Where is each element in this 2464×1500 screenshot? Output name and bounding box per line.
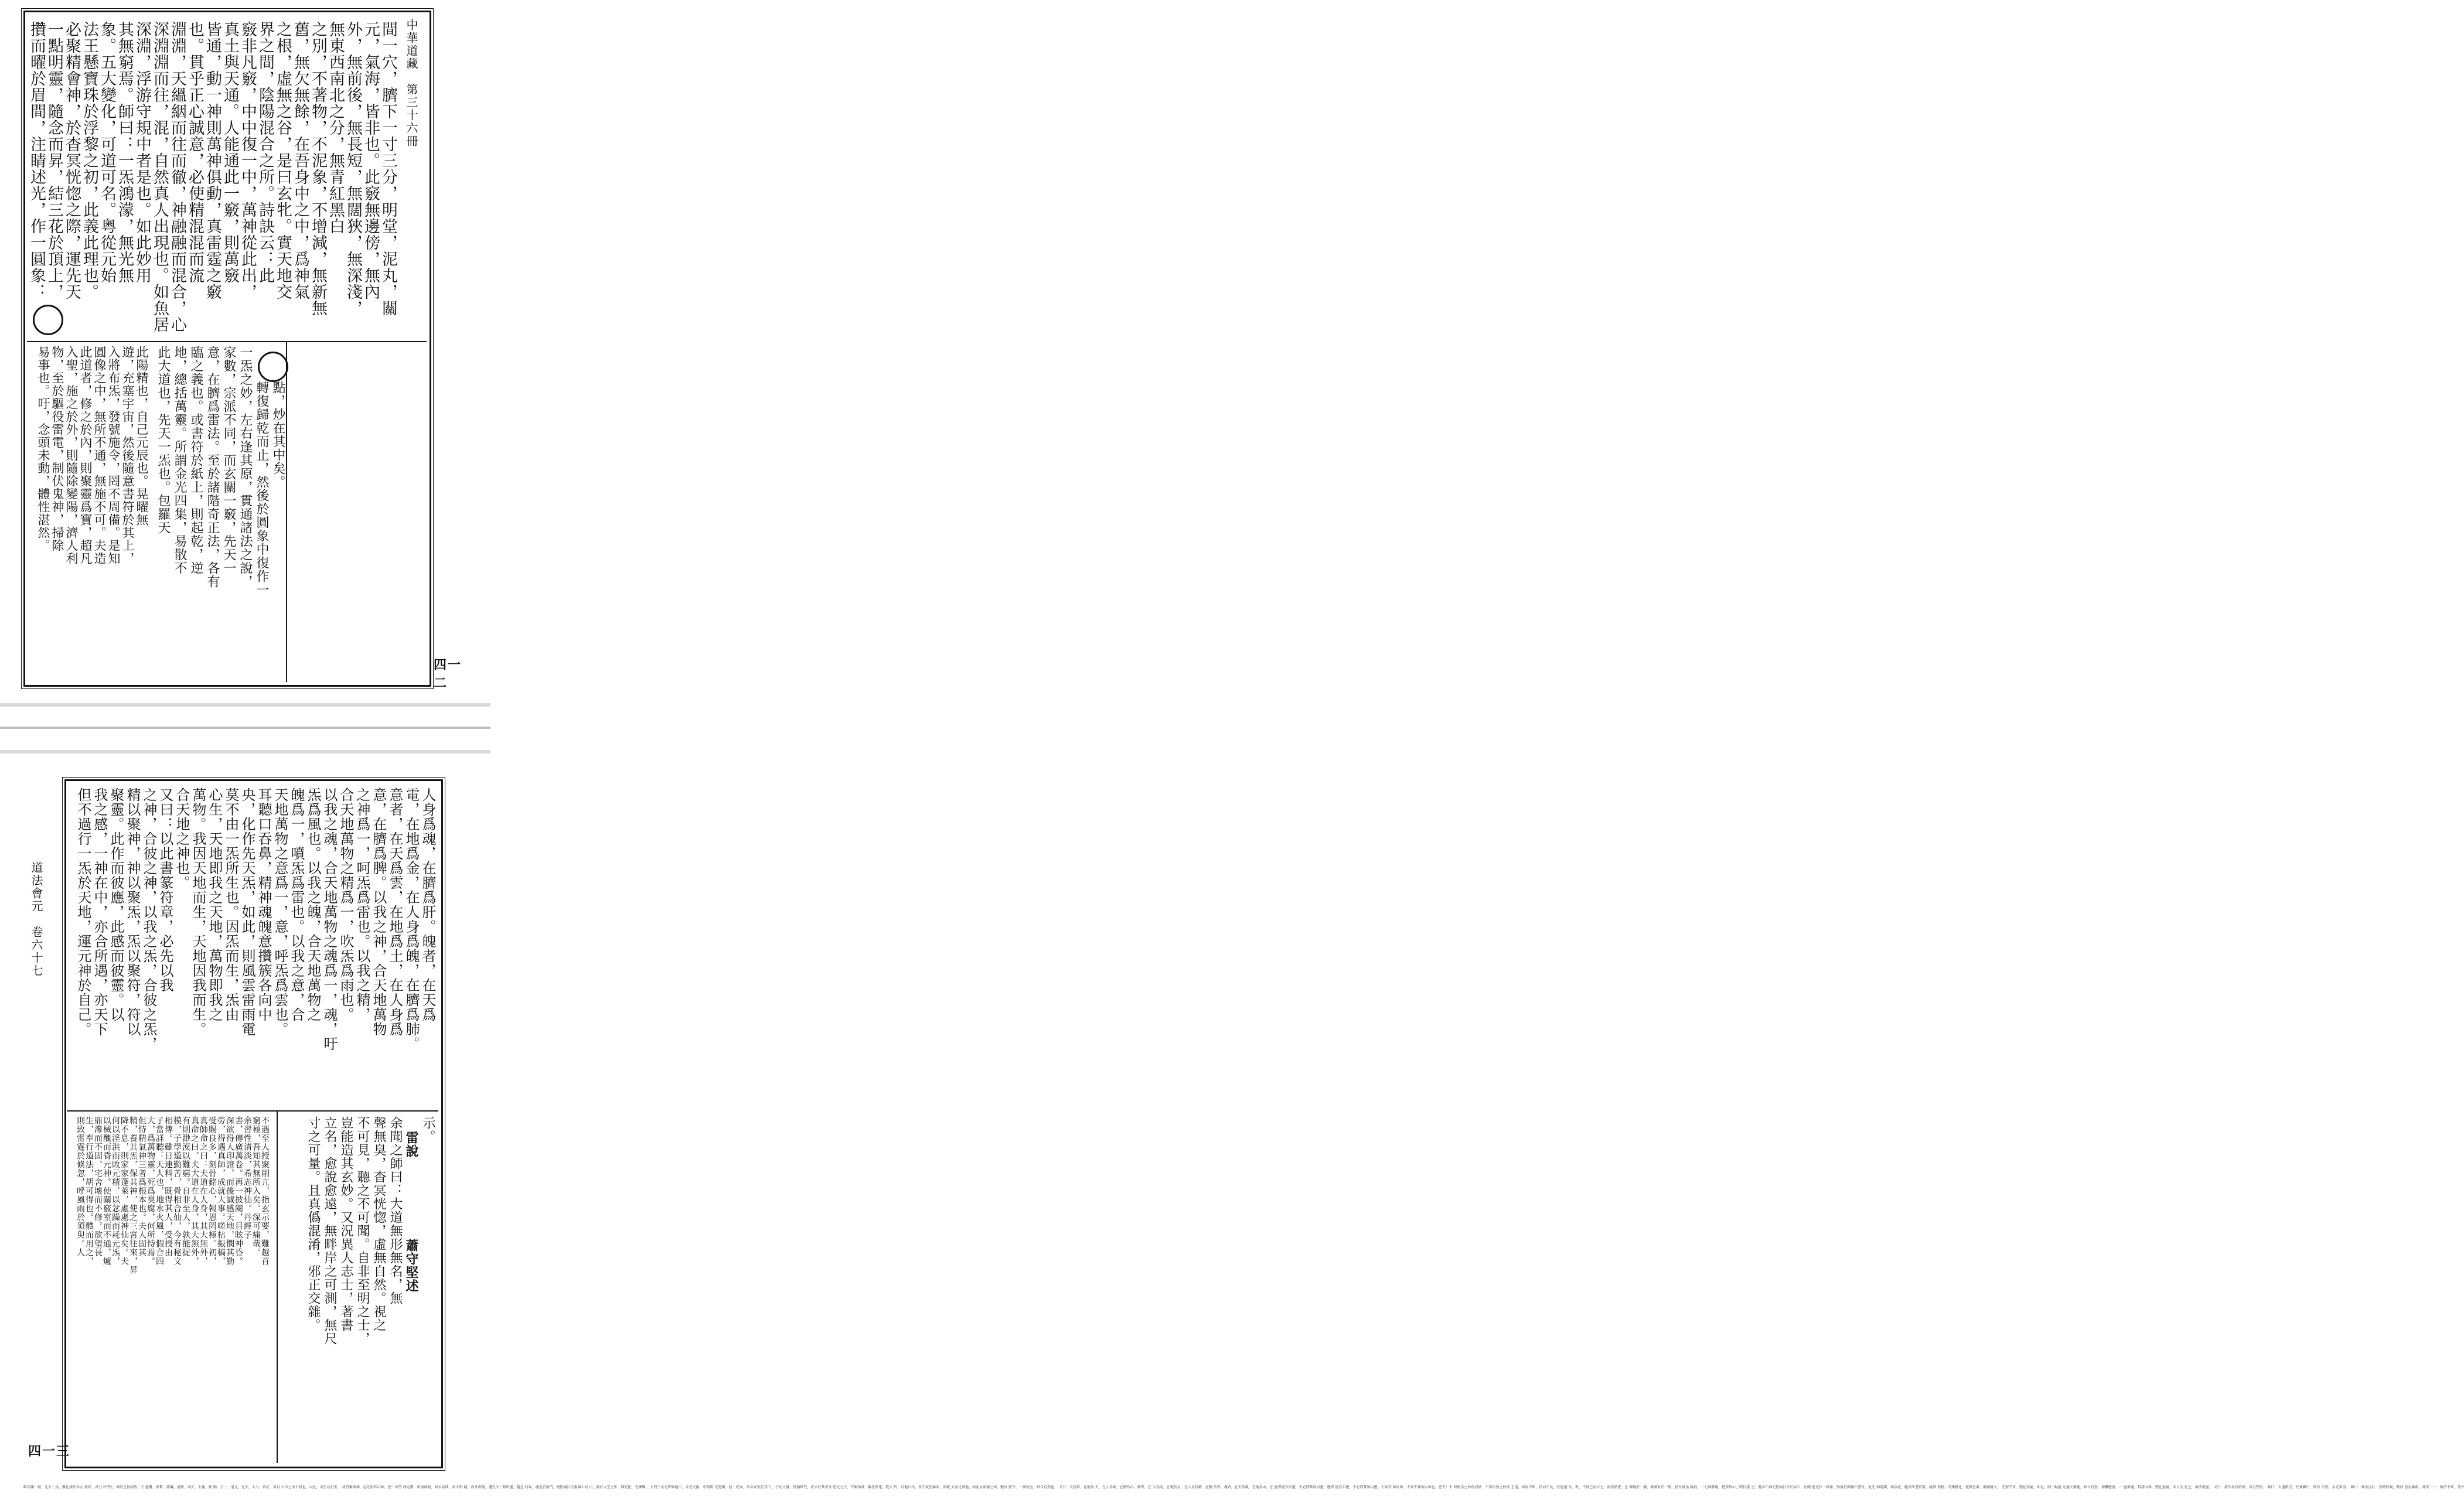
bottom-page-number: 四一三: [28, 1444, 71, 1459]
top-left-column: 天門下金光降集地戶，金光交接，中間雷: [650, 1485, 714, 1489]
column: 精以聚神，神以聚炁，炁以聚符，符以: [124, 788, 141, 1037]
top-left-column: 造化之主，召集萬神，驅役雷電。從天: [833, 1485, 893, 1489]
column: 皆通，動一神則萬神俱動，真雷霆之竅: [203, 21, 221, 300]
top-left-column: 天而足踏地。如此大威德之神，聽吾: [951, 1485, 1008, 1489]
top-left-column: 古今之所不易也。以此，或行功打坐，: [281, 1485, 341, 1489]
top-left-column: 又曰：天爲雷，在地爲: [1058, 1485, 1094, 1489]
column: 淵淵，天縕絪而往而徹，神融融而混合，心: [168, 21, 186, 333]
column: 攢而曜於眉間，注睛述光，作一圓象：: [28, 21, 46, 300]
column: 書，傳廣萬卷。再一披閱，目眩神昏。: [234, 1116, 243, 1266]
top-lower-column: 化之，萬法俱靈。: [2184, 1485, 2213, 1489]
column: 舊，無欠無餘，在吾身中之中，爲神氣: [291, 21, 309, 300]
column: 竅非凡竅，中中復一中，萬神從此出，: [238, 21, 257, 300]
bottom-middle-right-column: 靈萬通，貫諸內秘，變化無窮。非人勿: [2123, 1485, 2183, 1489]
top-left-column: 唯玄關一竅，先天一炁，難比諸法各言: [23, 1485, 84, 1489]
bottom-page-header: 道法會元 卷六十七: [29, 861, 43, 977]
top-left-column: 天爲雨，在地爲水，在人身爲精，在臍: [1152, 1485, 1212, 1489]
column: 鼎滲而不固，宅舍壞而不修。欲望長: [93, 1116, 103, 1257]
top-left-column: 光電耀，混一成真。吾身或坐於其中，: [714, 1485, 775, 1489]
bottom-middle-right-column: 神而神，不知不神所以神也。悲夫！不: [1392, 1485, 1453, 1489]
column: 寸之可量。且真僞混淆，邪正交雜。: [306, 1116, 321, 1332]
top-lower-column: 自然，金光萬重。: [2321, 1485, 2350, 1489]
column: 象。五大變化，可道可名。粵從元始: [98, 21, 116, 284]
column: 則致雷霆於倏忽，呼風雨於須臾。人: [76, 1116, 85, 1257]
top-lower-column: 師曰：神全炁壯，真精妙凝，點而: [2350, 1485, 2404, 1489]
column: 何以淫洪而敗元精，以忿躁而耗元炁，: [111, 1116, 120, 1266]
column: 不遇至人授聚削亢，指玄示要，難越首: [260, 1116, 270, 1266]
column: 耳聽口吞鼻，精神魂魄意攢簇各向中: [255, 788, 272, 1022]
column: 我之感，一神在中，亦合所遇，亦天下: [91, 788, 108, 1037]
column: 模，子學道勤苦，骨相合仙，今有秘文: [172, 1116, 182, 1266]
column: 深欲得人印證，而後誠感天地，憫其勤: [225, 1116, 234, 1266]
column: 之根，虛無之谷，是曰玄牝。實天地交: [274, 21, 292, 300]
column: 但不過行一炁於天地，運元神於自己。: [75, 788, 91, 1037]
column: 心生，天地即我之天地，萬物即我之: [206, 788, 223, 1022]
column: 子當詳聽：天人也，地水火風，假合四: [155, 1116, 164, 1266]
page-gutter-line: [0, 703, 490, 707]
column: 余習性清淡，希志神仙。丹經子: [243, 1116, 252, 1239]
top-left-column: 火，在人爲神，在臍爲心。精者，在: [1095, 1485, 1151, 1489]
column: 此陽精也，自己元辰也。晃曜無: [135, 346, 149, 526]
column: 元，氣海，皆非也。此竅無邊傍，無內: [362, 21, 380, 300]
column: 無東西南北之分，無青紅黑白: [326, 21, 345, 234]
column: 其無窮焉。師曰：一炁鴻濛，無光無: [115, 21, 134, 284]
column: 物，至於驅役雷電，制伏鬼神，掃除: [50, 346, 64, 552]
top-page-number: 四一二: [434, 657, 462, 691]
column: 點，炒在其中矣。: [271, 381, 285, 489]
column: 以械醜而昏元神。使關竅室而不通，爐: [102, 1116, 111, 1266]
column: 臨之義也。或書符於紙上，則起乾，逆: [189, 346, 203, 575]
column: 莫不由一炁所生也。因炁而生，炁由: [223, 788, 239, 1022]
top-left-column: 爲腎。魂者，在天爲風，在地爲木，在: [1213, 1485, 1273, 1489]
column: 轉復歸乾而止，然後於圓象中復作一: [254, 381, 269, 596]
column: 間一穴，臍下一寸三分，明堂，泥丸，關: [379, 21, 397, 316]
column: 生，奉行道法，胡可得也。體而用之，: [84, 1116, 94, 1266]
top-left-column: 派頭，各分立門徑，界限之拘拘然。夫: [84, 1485, 144, 1489]
bottom-section-divider: [67, 1110, 438, 1112]
column: 入聖，施之於外，則隨除變陽，濟人利: [64, 346, 79, 565]
column: 之神，合彼之神，以我之炁，合彼之炁，: [141, 788, 157, 1051]
top-page: [23, 0, 467, 694]
top-lower-column: 意炁蘊萌，神當一一。萬法千經，莫外: [2404, 1485, 2464, 1489]
column: 央，化作先天炁，如此，則風雲雷雨電: [239, 788, 255, 1037]
top-lower-column: 師曰：大道根宗，允執厥中，妙有: [2267, 1485, 2320, 1489]
bottom-middle-right-column: 上道。知而不明，信而不及，於道遠: [1511, 1485, 1567, 1489]
bottom-page: [23, 779, 467, 1482]
bottom-middle-right-column: 光通天徹地，妙合自然。神機應會，一: [2062, 1485, 2122, 1489]
column: 法王懸寶珠於浮黎之初，此義此理也。: [80, 21, 98, 300]
column: 此道者，修之於內，則聚靈爲寶，超凡: [79, 346, 93, 565]
column: 聚靈。此作而彼應，此感而彼靈。以: [108, 788, 124, 1022]
top-left-column: 降，自地戶出，莫不威光赫奕，頭載: [894, 1485, 950, 1489]
column: 窮極，吾知其無所入矣。深可痛哉。: [251, 1116, 261, 1257]
bottom-middle-right-column: 之，運身中神光從兩目合於眉心，注睛: [1751, 1485, 1811, 1489]
top-left-column: 而昇，纔至於頂門，便從兩目交視圓心而: [524, 1485, 588, 1489]
column: 勞，得遇真師，成就大事。嗟枯振槁，: [216, 1116, 226, 1266]
column: 又曰：以此書篆符章，必先以我: [157, 788, 173, 993]
column: 界之間，陰陽混合之所。詩訣云：此: [256, 21, 274, 284]
column: 圓像之中，無所不通，無施不可。夫造: [93, 346, 107, 565]
column: 外，無前後，無長短，無闊狹，無深淺，: [344, 21, 362, 316]
column: 意，在臍爲雷法。至於諸階奇正法，各有: [205, 346, 220, 588]
column: 受賜良多，刻骨銘心，報恩罔極。初，: [207, 1116, 217, 1266]
column: 精，養其炁，保其神，使之三宮往來，昇: [128, 1116, 138, 1274]
column: 深淵，浮游守規中者是也。如此妙用: [133, 21, 151, 284]
bottom-middle-right-column: 飛動，閃爍變化，從微至著，漸漸廣大，: [1937, 1485, 2001, 1489]
column: 合天地之神也。: [173, 788, 190, 890]
top-left-column: 鏡，內外虛徹，運先天一點明靈，隨念: [464, 1485, 524, 1489]
column: 大，爲萬物靈，死爲臭腐，何所恃焉。: [146, 1116, 155, 1266]
column: 聲無臭，杳冥恍惚，虛無自然。視之: [372, 1116, 386, 1332]
top-section-divider: [27, 341, 427, 342]
column: 深淵淵而往，混，自然真人出現也。如魚居: [151, 21, 169, 333]
column: 以我之魂，合天地萬物之魂爲一，魂，吁: [321, 788, 338, 1051]
bottom-middle-right-column: 進光作一圓像，然後於圓像中書符。此光: [1812, 1485, 1876, 1489]
column: 真師命之曰：夫道在人身，其大無外，: [199, 1116, 208, 1266]
column: 相傳。雖日連科，既得其人，受授由: [163, 1116, 173, 1257]
bottom-middle-right-column: 如電耀，如金蛇，隨吾所書符篆，繞筆: [1876, 1485, 1937, 1489]
bottom-middle-right-column: 充塞宇宙，變化莫窮。如是，則一點靈: [2001, 1485, 2061, 1489]
bottom-middle-right-column: 矣。吁，不得已而言之。澄澄湛湛，息: [1568, 1485, 1628, 1489]
column: 但恃精氣神三者爲根本也。夫人固其: [137, 1116, 146, 1257]
top-left-column: 淨光潔，如琉璃瓶，如水晶珠，如大明: [403, 1485, 463, 1489]
column: 之神爲一，呵炁爲雷也。以我之精，: [354, 788, 370, 1022]
column: 有則渺漠以難窮。自非至人，孰能捉: [181, 1116, 190, 1257]
column: 示。: [421, 1116, 435, 1143]
bottom-middle-right-column: 從其自應，不必問其所以應。人知其: [1335, 1485, 1392, 1489]
bottom-middle-right-column: 歸海，一元神發現，握拳對心，瞪目視: [1690, 1485, 1750, 1489]
page-gutter-line: [0, 727, 490, 729]
column: 余聞之師曰：大道無形無名，無: [388, 1116, 403, 1305]
column: 入將布炁，發號施令，罔不周備。是知: [107, 346, 121, 565]
bottom-lower-vertical-divider: [277, 1112, 278, 1463]
round-image-circle-upper: [33, 305, 63, 335]
top-left-column: 或召集萬神，必先澄其心神，使一身瑩: [342, 1485, 402, 1489]
top-left-column: 行功入靜，持誦經咒，或立於其中爲: [775, 1485, 832, 1489]
top-left-column: 靈寶，神霄，璇璣，清微，洞玄，太極，斬: [145, 1485, 212, 1489]
section-title: 雷說 蕭守堅述: [404, 1131, 419, 1293]
column: 電，在地爲金，在人身爲魄，在臍爲肺。: [403, 788, 420, 1051]
column: 一炁之妙，左右逢其原，貫通諸法之說，: [238, 346, 253, 588]
bottom-middle-right-column: 擊動於一靜，歛萬有於一無，使吾神炁: [1629, 1485, 1689, 1489]
column: 真土與天通。人能通此一竅，則萬竅: [221, 21, 239, 284]
column: 合天地萬物之精爲一，吹炁爲雨也。: [338, 788, 354, 1022]
column: 魄爲一，噴炁爲雷也。以我之意，合: [288, 788, 305, 1022]
column: 易事也。吁，念頭未動，體性湛然。: [36, 346, 50, 552]
column: 豈能造其玄妙。又況異人志士，著書: [339, 1116, 353, 1332]
top-left-column: 勘，正一，混元，先天，大小，雷法，名目: [213, 1485, 280, 1489]
column: 也。貫乎正心誠意，必使精混混而流: [186, 21, 204, 284]
column: 不可見，聽之不可聞。自非至明之士，: [355, 1116, 370, 1345]
column: 之別，不著物，不泥象，不增減，無新無: [309, 21, 327, 316]
column: 意，在臍爲脾。以我之神，合天地萬物: [370, 788, 387, 1037]
column: 一點明靈，隨念而昇，結三花於頂上，: [45, 21, 63, 300]
column: 必聚精會神，於杳冥恍惚之際，運先天: [63, 21, 81, 300]
column: 家數，宗派不同，而玄關一竅，先天一: [221, 346, 236, 575]
top-left-column: 出，散於太空之中，圓陀陀，光爍爍。: [589, 1485, 649, 1489]
column: 天地萬物之意爲一，意，呼炁爲雲也。: [272, 788, 288, 1037]
column: 降不息，則家家蓬萊，處處神仙矣。夫: [120, 1116, 129, 1266]
top-lower-column: 又曰：諸法各有派頭，各分門徑。: [2213, 1485, 2267, 1489]
bottom-middle-right-column: 知無爲之妙爲真妙，不知自然之妙爲: [1453, 1485, 1510, 1489]
supplementary-text-strip: [23, 1485, 2464, 1498]
column: 意者，在天爲雲，在地爲土，在人身爲: [387, 788, 403, 1037]
column: 遊，充塞宇宙，然後隨意書符於其上，: [121, 346, 135, 565]
top-page-header: 中華道藏 第三十六冊: [404, 19, 418, 148]
round-image-circle-lower: [258, 352, 288, 382]
top-left-column: 號令，一如所至，妙合自然也。: [1008, 1485, 1058, 1489]
page-gutter-line: [0, 750, 490, 754]
column: 人身爲魂，在臍爲肝。魄者，在天爲: [420, 788, 436, 1022]
column: 此大道也，先天一炁也。包羅天: [156, 346, 171, 534]
column: 萬物。我因天地而生，天地因我而生。: [190, 788, 206, 1037]
bottom-middle-right-column: 靈者從其自靈，不必問其所以靈，應者: [1274, 1485, 1334, 1489]
column: 地，總括萬靈。所謂金光四集，易散不: [172, 346, 187, 575]
column: 炁爲風也。以我之魄，合天地萬物之: [305, 788, 321, 1022]
column: 立名，愈說愈遠，無畔岸之可測，無尺: [322, 1116, 337, 1345]
column: 真命之曰，夫大道在人身，其大無外，: [190, 1116, 199, 1266]
